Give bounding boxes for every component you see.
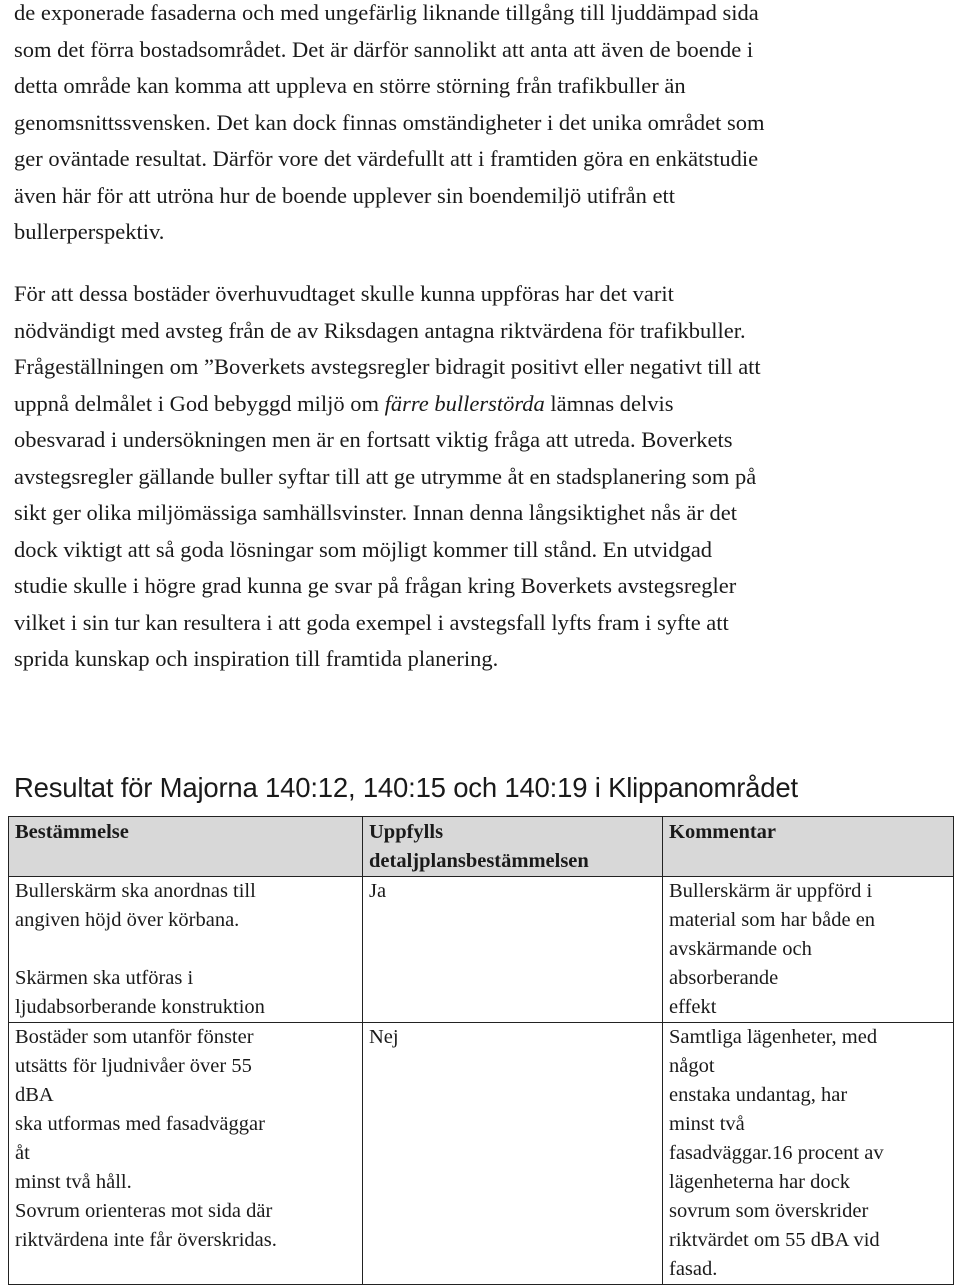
body-paragraph-1: de exponerade fasaderna och med ungefärlig liknande tillgång till ljuddämpad sida som det förra bostadsområdet. Det är därför sannolikt att anta att även de boende i detta område kan komma att uppleva en större störning från trafikbuller än genomsnittssvensken. Det kan dock finnas omständigheter i det unika området som ger oväntade resultat. Därför vore det värdefullt att i framtiden göra en enkätstudie även här för att utröna hur de boende upplever sin boendemiljö utifrån ett bullerperspektiv. bbox=[14, 0, 765, 244]
requirement-cell: Bostäder som utanför fönster utsätts för ljudnivåer över 55 dBA ska utformas med fasadväggar åt minst två håll. Sovrum orienteras mot sida där riktvärdena inte får överskridas. bbox=[9, 1023, 363, 1285]
fulfilled-cell: Ja bbox=[363, 877, 663, 1023]
paragraph-2-text-end: lämnas delvis obesvarad i undersökningen men är en fortsatt viktig fråga att utreda. Boverkets avstegsregler gällande buller syftar till att ge utrymme åt en stadsplanering som på sikt ger olika miljömässiga samhällsvinster. Innan denna långsiktighet nås är det dock viktigt att så goda lösningar som möjligt kommer till stånd. En utvidgad studie skulle i högre grad kunna ge svar på frågan kring Boverkets avstegsregler vilket i sin tur kan resultera i att goda exempel i avstegsfall lyfts fram i syfte att sprida kunskap och inspiration till framtida planering. bbox=[14, 390, 757, 671]
requirement-cell: Bullerskärm ska anordnas till angiven höjd över körbana. Skärmen ska utföras i ljudabsorberande konstruktion bbox=[9, 877, 363, 1023]
header-kommentar: Kommentar bbox=[663, 817, 954, 877]
paragraph-2-italic-phrase: färre bullerstörda bbox=[384, 390, 545, 416]
header-bestammelse: Bestämmelse bbox=[9, 817, 363, 877]
comment-cell: Bullerskärm är uppförd i material som har både en avskärmande och absorberande effekt bbox=[663, 877, 954, 1023]
fulfilled-cell: Nej bbox=[363, 1023, 663, 1285]
paragraph-2-text-start: För att dessa bostäder överhuvudtaget skulle kunna uppföras har det varit nödvändigt med avsteg från de av Riksdagen antagna riktvärdena för trafikbuller. Frågeställningen om ”Boverkets avstegsregler bidragit positivt eller negativt till att uppnå delmålet i God bebyggd miljö om bbox=[14, 281, 761, 416]
comment-cell: Samtliga lägenheter, med något enstaka undantag, har minst två fasadväggar.16 procent av lägenheterna har dock sovrum som överskrider riktvärdet om 55 dBA vid fasad. bbox=[663, 1023, 954, 1285]
table-row bbox=[9, 877, 954, 1023]
table-header-row bbox=[9, 817, 954, 877]
requirements-table bbox=[8, 816, 954, 1285]
section-heading: Resultat för Majorna 140:12, 140:15 och 140:19 i Klippanområdet bbox=[14, 772, 798, 803]
table-row bbox=[9, 1023, 954, 1285]
header-uppfylls: Uppfylls detaljplansbestämmelsen bbox=[363, 817, 663, 877]
body-paragraph-2 bbox=[14, 276, 944, 678]
